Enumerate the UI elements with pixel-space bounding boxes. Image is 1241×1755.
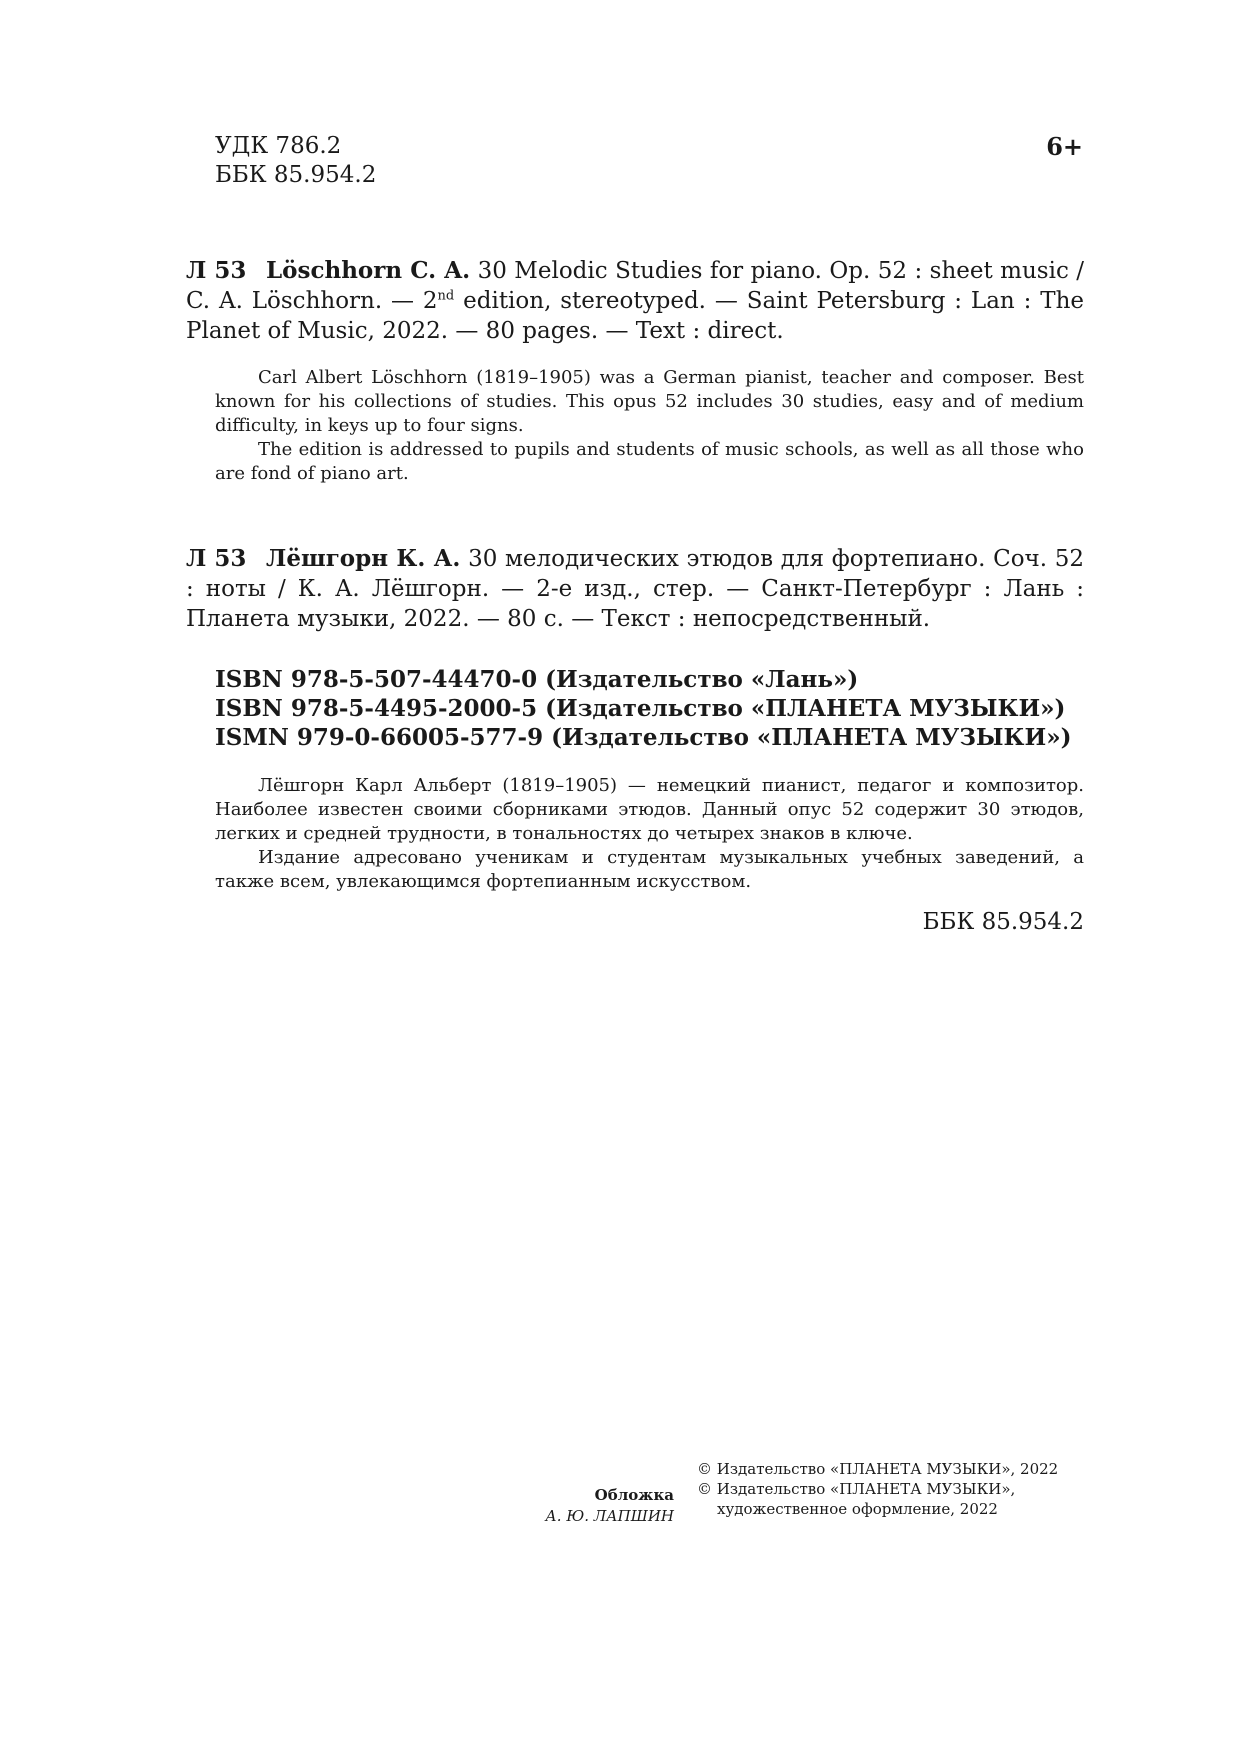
annotation-ru bbox=[215, 774, 1084, 894]
isbn-block bbox=[215, 665, 1071, 752]
entry-details: edition, stereotyped. — Saint Petersburg : Lan : The Planet of Music, 2022. — 80 pages. — Text : direct. bbox=[186, 288, 1084, 344]
isbn-line: ISBN 978-5-4495-2000-5 (Издательство «ПЛАНЕТА МУЗЫКИ») bbox=[215, 695, 1066, 722]
catalog-entry-en bbox=[186, 256, 1084, 346]
entry-author: Löschhorn C. A. bbox=[266, 257, 471, 284]
annotation-paragraph: The edition is addressed to pupils and students of music schools, as well as all those who are fond of piano art. bbox=[215, 439, 1084, 484]
ismn-line: ISMN 979-0-66005-577-9 (Издательство «ПЛАНЕТА МУЗЫКИ») bbox=[215, 724, 1072, 751]
entry-code: Л 53 bbox=[186, 257, 247, 284]
udk-code: УДК 786.2 bbox=[215, 133, 342, 159]
copyright-line: © Издательство «ПЛАНЕТА МУЗЫКИ», bbox=[697, 1480, 1016, 1498]
copyright-line: © Издательство «ПЛАНЕТА МУЗЫКИ», 2022 bbox=[697, 1460, 1059, 1478]
entry-details: 30 мелодических этюдов для фортепиано. Соч. 52 : ноты / К. А. Лёшгорн. — 2-е изд., стер. — Санкт-Петербург : Лань : Планета музыки, 2022. — 80 с. — Текст : непосредственный. bbox=[186, 546, 1085, 632]
entry-title: 30 Melodic Studies for piano. Op. 52 : sheet music / C. A. Löschhorn. — 2 bbox=[186, 258, 1085, 314]
isbn-line: ISBN 978-5-507-44470-0 (Издательство «Лань») bbox=[215, 666, 859, 693]
catalog-entry-ru bbox=[186, 544, 1084, 634]
classification-codes bbox=[215, 132, 376, 190]
annotation-paragraph: Carl Albert Löschhorn (1819–1905) was a German pianist, teacher and composer. Best known for his collections of studies. This opus 52 includes 30 studies, easy and of medium difficulty, in keys up to four signs. bbox=[215, 367, 1084, 436]
copyright-block bbox=[697, 1459, 1058, 1519]
bbk-code: ББК 85.954.2 bbox=[215, 162, 377, 188]
entry-author: Лёшгорн К. А. bbox=[266, 545, 461, 572]
annotation-paragraph: Лёшгорн Карл Альберт (1819–1905) — немецкий пианист, педагог и композитор. Наиболее известен своими сборниками этюдов. Данный опус 52 содержит 30 этюдов, легких и средней трудности, в тональностях до четырех знаков в ключе. bbox=[215, 775, 1084, 844]
copyright-line: художественное оформление, 2022 bbox=[717, 1500, 998, 1518]
age-rating: 6+ bbox=[1046, 132, 1083, 161]
annotation-en bbox=[215, 366, 1084, 486]
entry-code: Л 53 bbox=[186, 545, 247, 572]
cover-designer: А. Ю. ЛАПШИН bbox=[545, 1507, 674, 1525]
edition-superscript: nd bbox=[437, 288, 455, 304]
annotation-paragraph: Издание адресовано ученикам и студентам музыкальных учебных заведений, а также всем, увлекающимся фортепианным искусством. bbox=[215, 847, 1084, 892]
cover-label: Обложка bbox=[594, 1486, 674, 1504]
cover-credit bbox=[540, 1485, 674, 1527]
bbk-code-bottom: ББК 85.954.2 bbox=[922, 909, 1084, 935]
